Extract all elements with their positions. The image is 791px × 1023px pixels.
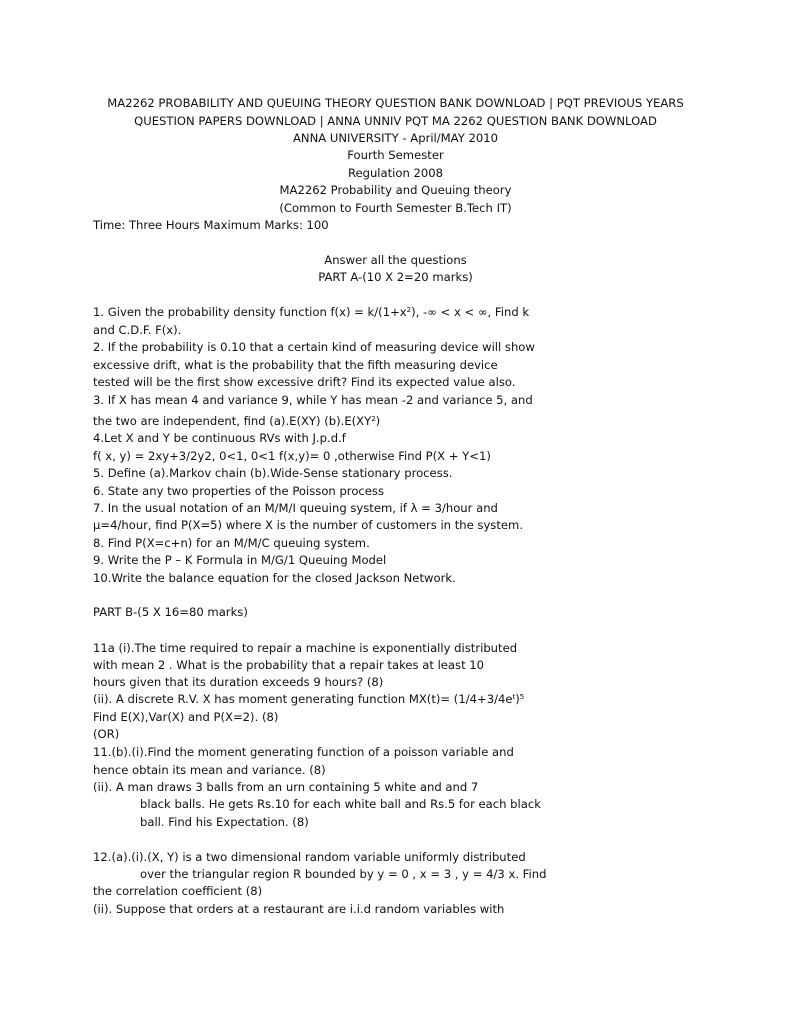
question-2-line-3: tested will be the first show excessive drift? Find its expected value also. bbox=[93, 375, 516, 389]
question-5: 5. Define (a).Markov chain (b).Wide-Sense stationary process. bbox=[93, 466, 453, 480]
question-11a-i-line-2: with mean 2 . What is the probability that a repair takes at least 10 bbox=[93, 658, 485, 672]
subject-title: MA2262 Probability and Queuing theory bbox=[279, 183, 512, 197]
question-6: 6. State any two properties of the Poisson process bbox=[93, 484, 384, 498]
question-11b-ii-line-2: black balls. He gets Rs.10 for each white ball and Rs.5 for each black bbox=[140, 797, 541, 811]
question-11b-i-line-1: 11.(b).(i).Find the moment generating function of a poisson variable and bbox=[93, 745, 514, 759]
question-11a-ii-line-2: Find E(X),Var(X) and P(X=2). (8) bbox=[93, 710, 279, 724]
question-3-line-2 bbox=[93, 414, 380, 428]
regulation-label: Regulation 2008 bbox=[347, 166, 444, 180]
question-12a-i-line-1: 12.(a).(i).(X, Y) is a two dimensional random variable uniformly distributed bbox=[93, 850, 526, 864]
semester-label: Fourth Semester bbox=[347, 148, 444, 162]
university-exam-title: ANNA UNIVERSITY - April/MAY 2010 bbox=[293, 131, 498, 145]
q1-text-a: 1. Given the probability density function f(x) = k/(1+x bbox=[93, 305, 407, 319]
time-and-marks: Time: Three Hours Maximum Marks: 100 bbox=[93, 218, 329, 232]
question-2-line-1: 2. If the probability is 0.10 that a certain kind of measuring device will show bbox=[93, 340, 535, 354]
question-1-line-2: and C.D.F. F(x). bbox=[93, 323, 182, 337]
question-8: 8. Find P(X=c+n) for an M/M/C queuing system. bbox=[93, 536, 370, 550]
part-b-title: PART B-(5 X 16=80 marks) bbox=[93, 605, 248, 619]
question-11a-i-line-3: hours given that its duration exceeds 9 hours? (8) bbox=[93, 675, 384, 689]
question-3-line-1: 3. If X has mean 4 and variance 9, while Y has mean -2 and variance 5, and bbox=[93, 393, 533, 407]
question-11b-ii-line-3: ball. Find his Expectation. (8) bbox=[140, 815, 309, 829]
header-title-line-1: MA2262 PROBABILITY AND QUEUING THEORY QUESTION BANK DOWNLOAD | PQT PREVIOUS YEARS bbox=[107, 96, 684, 110]
question-11b-i-line-2: hence obtain its mean and variance. (8) bbox=[93, 763, 326, 777]
question-7-line-2: μ=4/hour, find P(X=5) where X is the number of customers in the system. bbox=[93, 518, 524, 532]
question-4-line-2: f( x, y) = 2xy+3/2y2, 0<1, 0<1 f(x,y)= 0 ,otherwise Find P(X + Y<1) bbox=[93, 449, 491, 463]
question-9: 9. Write the P – K Formula in M/G/1 Queuing Model bbox=[93, 553, 387, 567]
question-12a-i-line-3: the correlation coefficient (8) bbox=[93, 884, 263, 898]
common-to-note: (Common to Fourth Semester B.Tech IT) bbox=[279, 201, 512, 215]
question-11b-ii-line-1: (ii). A man draws 3 balls from an urn containing 5 white and and 7 bbox=[93, 780, 479, 794]
question-2-line-2: excessive drift, what is the probability that the fifth measuring device bbox=[93, 358, 498, 372]
q3-text-b: ) bbox=[375, 414, 381, 428]
q3-superscript: 2 bbox=[371, 415, 376, 423]
part-a-title: PART A-(10 X 2=20 marks) bbox=[318, 270, 473, 284]
question-12a-i-line-2: over the triangular region R bounded by y = 0 , x = 3 , y = 4/3 x. Find bbox=[140, 867, 547, 881]
q11a-ii-text-a: (ii). A discrete R.V. X has moment generating function MX(t)= (1/4+3/4e bbox=[93, 692, 513, 706]
part-a-instruction: Answer all the questions bbox=[324, 253, 467, 267]
q11a-ii-superscript-t: t bbox=[512, 693, 516, 701]
question-11a-i-line-1: 11a (i).The time required to repair a machine is exponentially distributed bbox=[93, 641, 518, 655]
question-10: 10.Write the balance equation for the closed Jackson Network. bbox=[93, 571, 456, 585]
question-11a-ii-line-1 bbox=[93, 692, 524, 706]
q1-superscript: 2 bbox=[406, 306, 412, 314]
q1-text-b: ), -∞ < x < ∞, Find k bbox=[411, 305, 530, 319]
q11a-ii-text-b: ) bbox=[515, 692, 520, 706]
question-4-line-1: 4.Let X and Y be continuous RVs with J.p.d.f bbox=[93, 431, 346, 445]
q11a-ii-superscript-5: 5 bbox=[519, 693, 525, 701]
q3-text-a: the two are independent, find (a).E(XY) (b).E(XY bbox=[93, 414, 372, 428]
question-12a-ii-line-1: (ii). Suppose that orders at a restaurant are i.i.d random variables with bbox=[93, 902, 505, 916]
question-1 bbox=[93, 305, 529, 319]
or-separator: (OR) bbox=[93, 727, 120, 741]
header-title-line-2: QUESTION PAPERS DOWNLOAD | ANNA UNNIV PQT MA 2262 QUESTION BANK DOWNLOAD bbox=[134, 114, 657, 128]
question-7-line-1: 7. In the usual notation of an M/M/I queuing system, if λ = 3/hour and bbox=[93, 501, 498, 515]
